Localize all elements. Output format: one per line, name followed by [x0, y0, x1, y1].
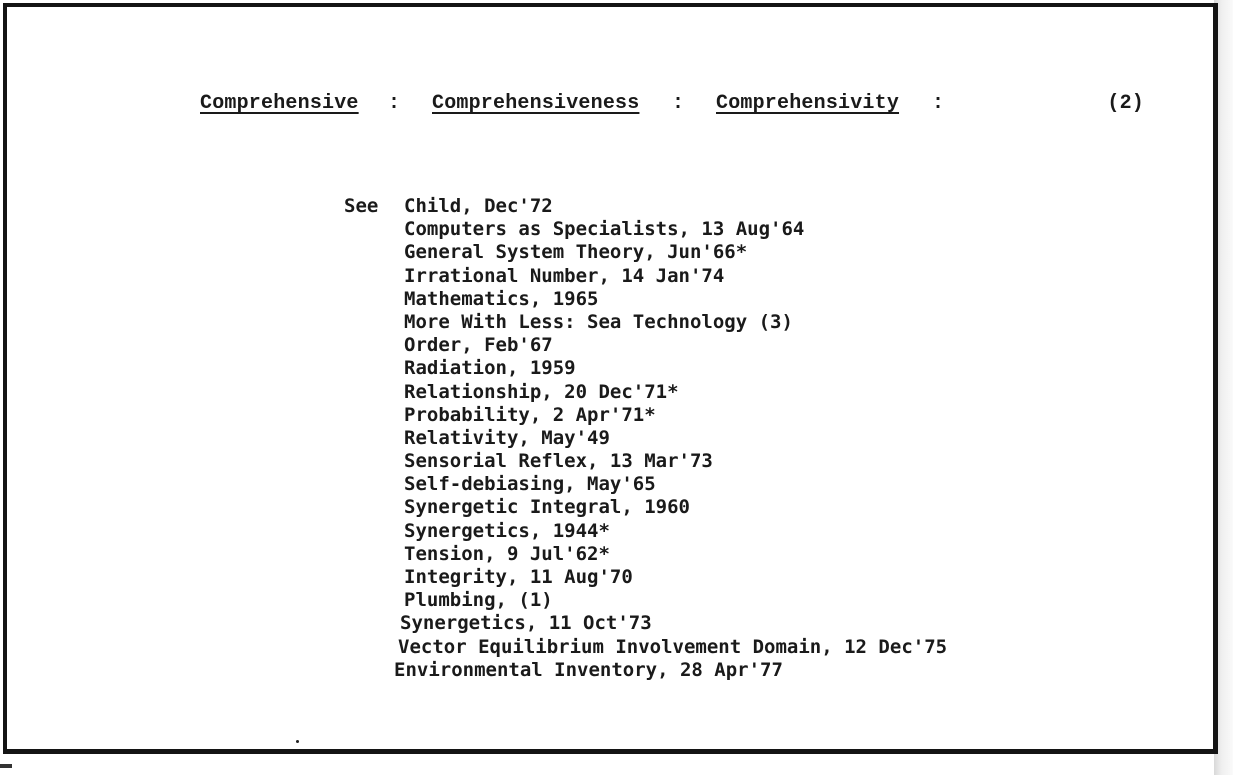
list-item: Self-debiasing, May'65	[404, 473, 656, 496]
list-item: Computers as Specialists, 13 Aug'64	[404, 218, 805, 241]
list-item: Mathematics, 1965	[404, 287, 599, 310]
corner-mark	[0, 764, 12, 768]
heading-colon: :	[672, 92, 685, 115]
cross-reference-list	[392, 195, 1112, 682]
stray-dot	[296, 740, 299, 743]
list-item: Environmental Inventory, 28 Apr'77	[394, 658, 783, 681]
heading-colon: :	[932, 92, 945, 115]
page-number: (2)	[1107, 92, 1144, 115]
heading-term-comprehensive: Comprehensive	[200, 92, 359, 115]
heading-term-comprehensivity: Comprehensivity	[716, 92, 900, 115]
list-item: Relationship, 20 Dec'71*	[404, 380, 679, 403]
list-item: Probability, 2 Apr'71*	[404, 403, 656, 426]
heading-term-comprehensiveness: Comprehensiveness	[432, 92, 640, 115]
list-item: General System Theory, Jun'66*	[404, 241, 748, 264]
list-item: Synergetics, 11 Oct'73	[400, 612, 652, 635]
list-item: Synergetics, 1944*	[404, 519, 610, 542]
list-item: Child, Dec'72	[404, 195, 553, 217]
list-item: More With Less: Sea Technology (3)	[404, 310, 793, 333]
list-item: Order, Feb'67	[404, 334, 553, 357]
list-item: Integrity, 11 Aug'70	[404, 566, 633, 588]
list-item: Sensorial Reflex, 13 Mar'73	[404, 450, 713, 473]
list-item: Synergetic Integral, 1960	[404, 496, 690, 519]
list-item: Tension, 9 Jul'62*	[404, 542, 610, 565]
see-label: See	[344, 195, 379, 217]
list-item: Relativity, May'49	[404, 426, 610, 449]
list-item: Radiation, 1959	[404, 357, 576, 380]
list-item: Vector Equilibrium Involvement Domain, 12 Dec'75	[398, 635, 948, 658]
card-header	[200, 92, 1144, 122]
list-item: Plumbing, (1)	[404, 589, 553, 612]
list-item: Irrational Number, 14 Jan'74	[404, 264, 725, 287]
heading-colon: :	[388, 92, 401, 115]
